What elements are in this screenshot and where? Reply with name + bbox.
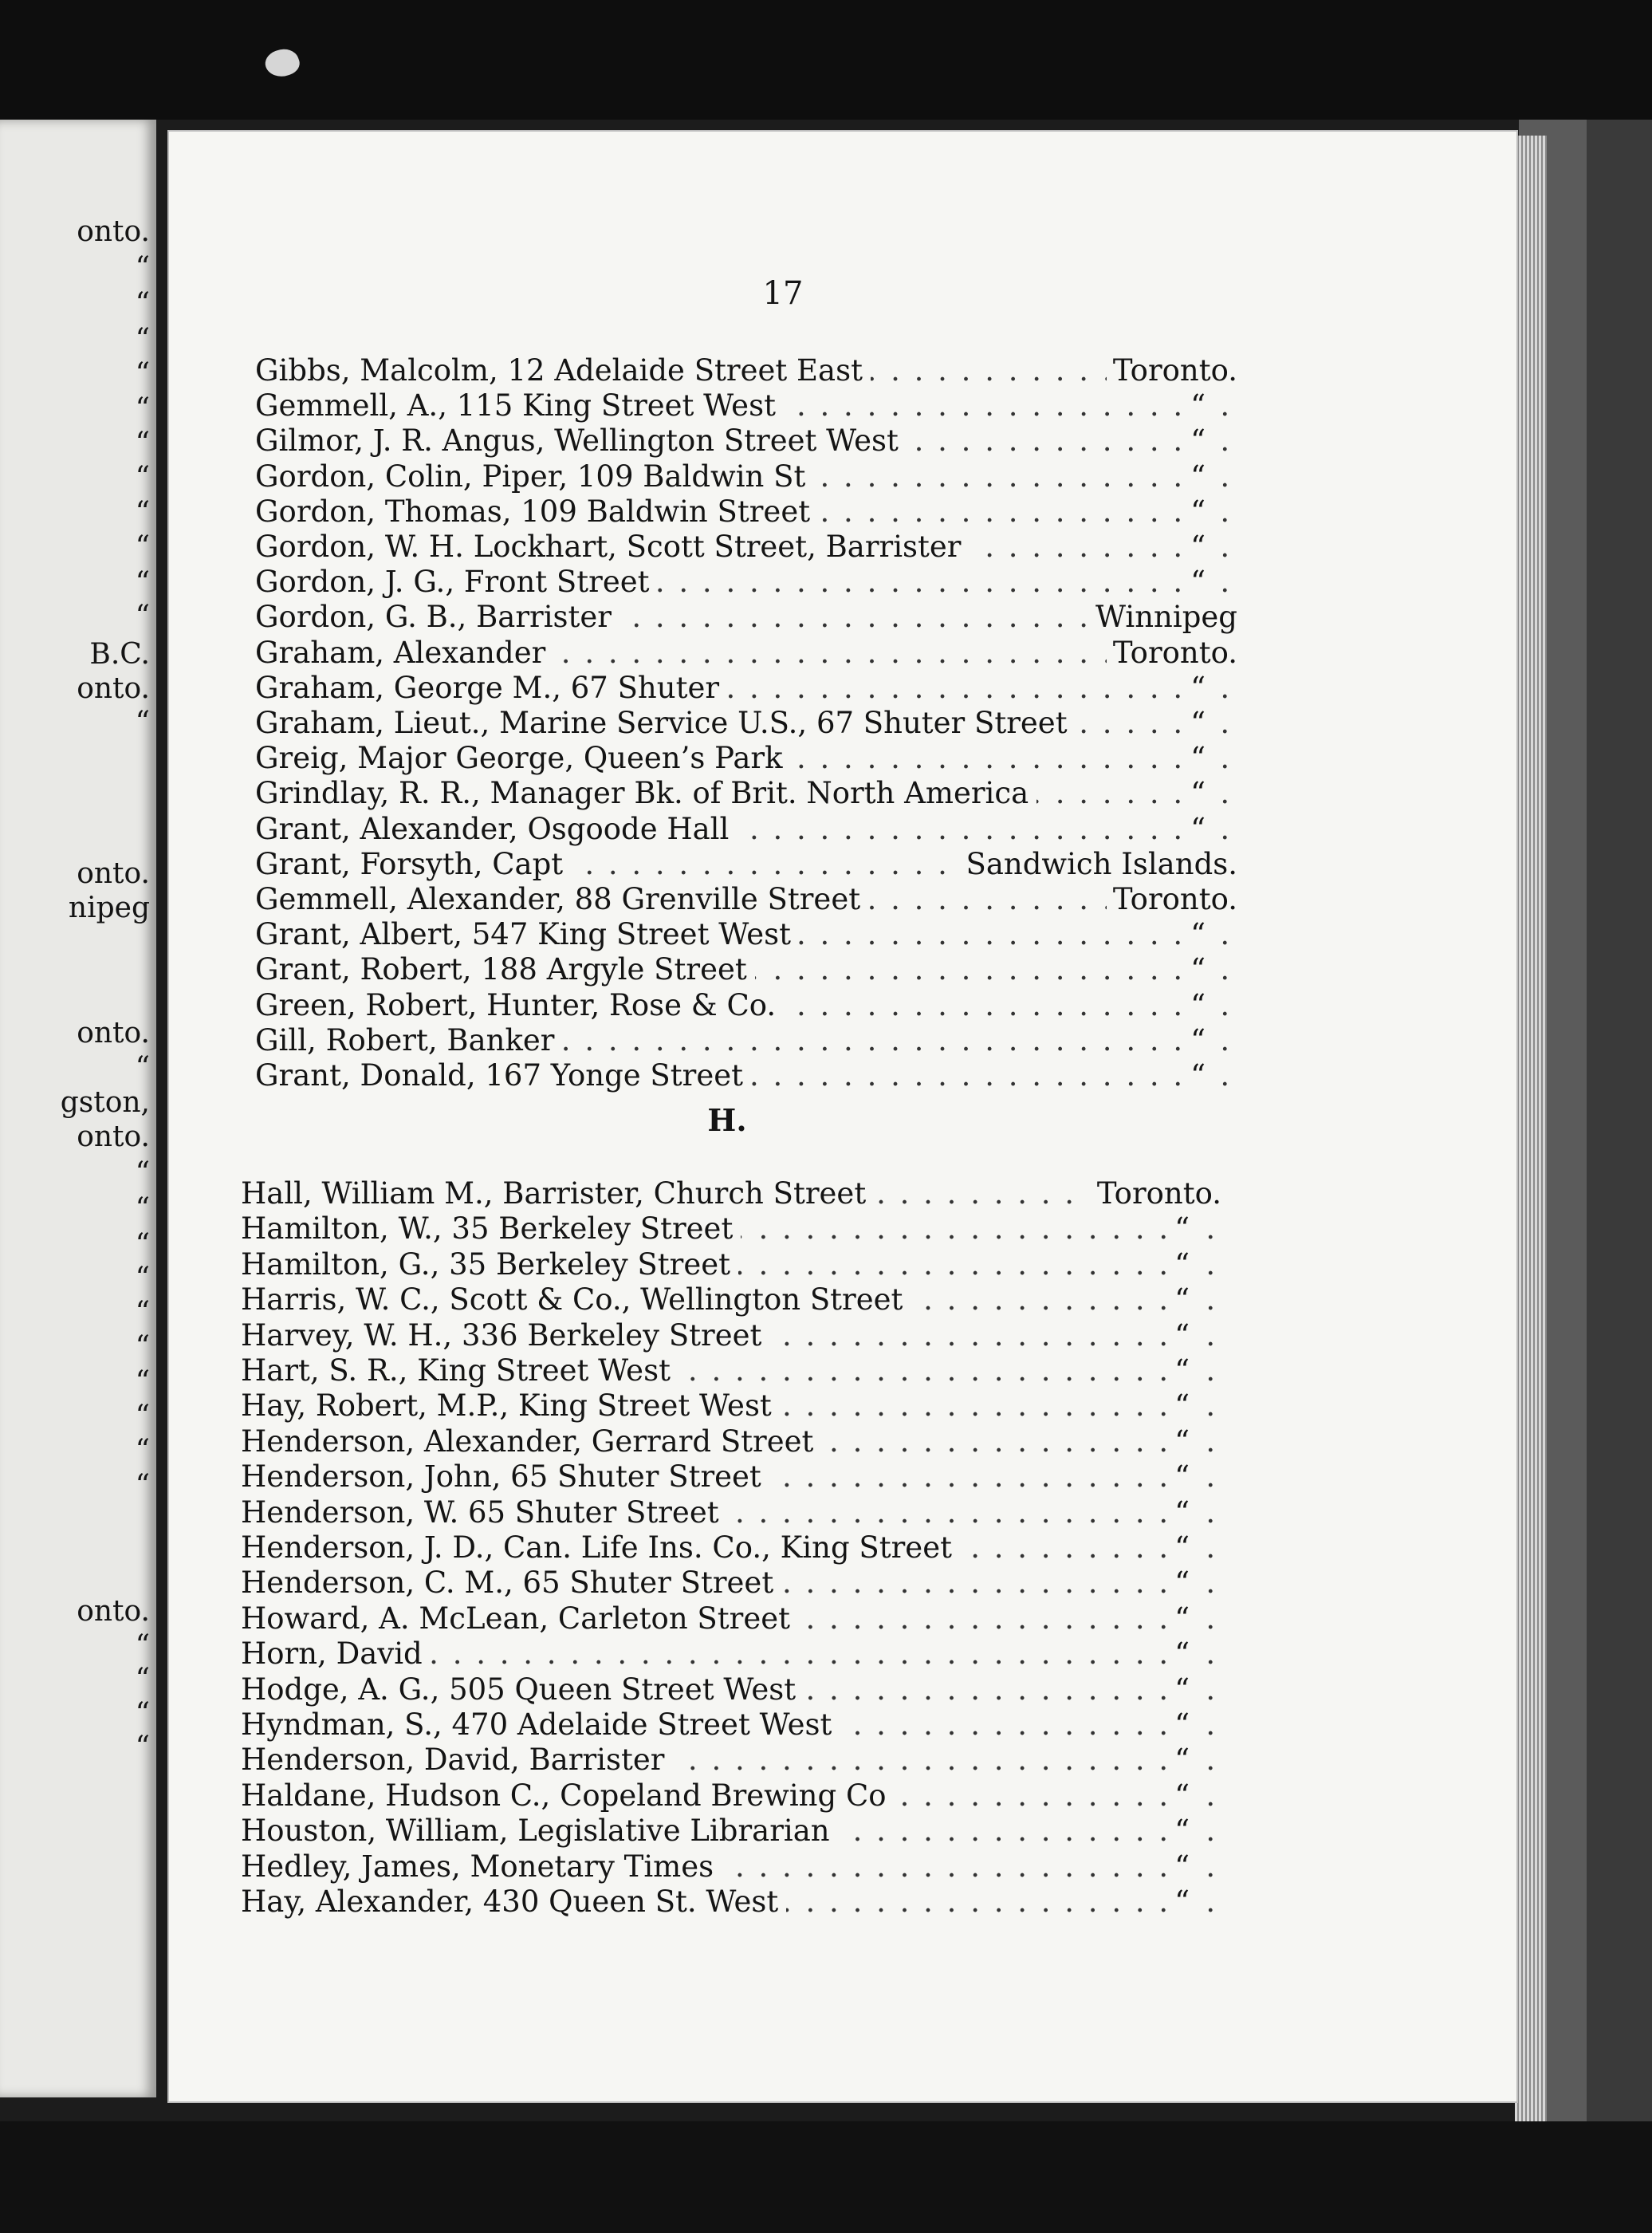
entry-name: Henderson, C. M., 65 Shuter Street <box>241 1565 781 1601</box>
facing-page-text: “ <box>135 1731 150 1763</box>
entry-place: “ <box>1168 1353 1190 1388</box>
entry-name: Henderson, John, 65 Shuter Street <box>241 1459 769 1495</box>
facing-page-text: onto. <box>77 857 150 890</box>
entry-place: Toronto. <box>1107 353 1237 388</box>
directory-entry <box>241 1388 1221 1424</box>
entry-name: Grant, Donald, 167 Yonge Street <box>255 1058 751 1093</box>
facing-page-text: “ <box>135 496 150 529</box>
entry-name: Henderson, J. D., Can. Life Ins. Co., King Street <box>241 1530 960 1565</box>
entry-place: “ <box>1184 706 1206 741</box>
entry-name: Gilmor, J. R. Angus, Wellington Street West <box>255 423 907 459</box>
directory-entry <box>255 565 1237 600</box>
entry-place: “ <box>1184 988 1206 1023</box>
entry-place: “ <box>1184 741 1206 776</box>
entry-name: Hall, William M., Barrister, Church Street <box>241 1176 874 1211</box>
directory-entry <box>241 1211 1221 1246</box>
entry-place: “ <box>1184 388 1206 423</box>
directory-entry <box>241 1884 1221 1920</box>
facing-page-text: gston, <box>60 1086 150 1119</box>
entry-place: “ <box>1168 1814 1190 1849</box>
directory-entry <box>241 1743 1221 1778</box>
entry-name: Gemmell, A., 115 King Street West <box>255 388 784 423</box>
directory-entry <box>241 1778 1221 1814</box>
entry-name: Houston, William, Legislative Librarian <box>241 1814 838 1849</box>
facing-page-text: “ <box>135 1400 150 1432</box>
directory-entry <box>255 741 1237 776</box>
facing-page-text: “ <box>135 1296 150 1329</box>
entry-place: “ <box>1168 1424 1190 1459</box>
directory-entry <box>241 1530 1221 1565</box>
entry-place: “ <box>1184 952 1206 987</box>
entry-name: Gordon, J. G., Front Street <box>255 565 658 600</box>
binding-edge-outer <box>1587 120 1652 2233</box>
entry-name: Gibbs, Malcolm, 12 Adelaide Street East <box>255 353 871 388</box>
directory-page <box>169 132 1516 2101</box>
facing-page-text: “ <box>135 1228 150 1261</box>
entry-place: “ <box>1168 1282 1190 1317</box>
facing-page-text: B.C. <box>89 638 150 671</box>
section-heading-h: H. <box>707 1102 747 1138</box>
entry-name: Hyndman, S., 470 Adelaide Street West <box>241 1707 840 1743</box>
directory-entry <box>255 1058 1237 1093</box>
entry-place: “ <box>1184 1058 1206 1093</box>
facing-page-text: “ <box>135 1156 150 1189</box>
facing-page-text: “ <box>135 1262 150 1294</box>
bottom-dark-border <box>0 2121 1652 2233</box>
entry-name: Gordon, G. B., Barrister <box>255 600 620 635</box>
directory-entry <box>241 1176 1221 1211</box>
directory-entry <box>241 1565 1221 1601</box>
facing-page-text: onto. <box>77 215 150 248</box>
directory-entry <box>241 1814 1221 1849</box>
entry-place: “ <box>1184 671 1206 706</box>
facing-page-text: “ <box>135 1330 150 1363</box>
entry-name: Graham, Alexander <box>255 636 553 671</box>
entry-place: Toronto. <box>1091 1176 1221 1211</box>
entry-place: “ <box>1168 1247 1190 1282</box>
entry-name: Graham, Lieut., Marine Service U.S., 67 Shuter Street <box>255 706 1076 741</box>
entry-place: “ <box>1168 1530 1190 1565</box>
entry-place: “ <box>1168 1707 1190 1743</box>
entry-place: “ <box>1168 1636 1190 1672</box>
entry-place: “ <box>1184 459 1206 494</box>
entry-place: “ <box>1168 1318 1190 1353</box>
entry-place: “ <box>1184 565 1206 600</box>
directory-entry <box>241 1849 1221 1884</box>
entry-name: Gordon, Colin, Piper, 109 Baldwin St <box>255 459 813 494</box>
directory-entry <box>255 530 1237 565</box>
entry-place: “ <box>1184 494 1206 530</box>
entry-place: “ <box>1168 1601 1190 1636</box>
entry-name: Horn, David <box>241 1636 431 1672</box>
directory-entry <box>241 1636 1221 1672</box>
facing-page-text: “ <box>135 461 150 494</box>
directory-entry <box>255 988 1237 1023</box>
directory-entry <box>241 1282 1221 1317</box>
facing-page-text: onto. <box>77 1120 150 1153</box>
directory-entry <box>255 671 1237 706</box>
facing-page-text: “ <box>135 1697 150 1730</box>
directory-entry <box>255 600 1237 635</box>
facing-page-text: “ <box>135 1434 150 1467</box>
entry-name: Hart, S. R., King Street West <box>241 1353 678 1388</box>
directory-entry <box>241 1424 1221 1459</box>
directory-entry <box>241 1318 1221 1353</box>
entry-name: Hamilton, W., 35 Berkeley Street <box>241 1211 741 1246</box>
entry-name: Grant, Forsyth, Capt <box>255 847 571 882</box>
facing-page-text: “ <box>135 1469 150 1502</box>
entry-place: “ <box>1168 1388 1190 1424</box>
facing-page-text: “ <box>135 706 150 738</box>
top-dark-border <box>0 0 1652 120</box>
entry-name: Gill, Robert, Banker <box>255 1023 562 1058</box>
entry-name: Greig, Major George, Queen’s Park <box>255 741 791 776</box>
entry-name: Gordon, W. H. Lockhart, Scott Street, Barrister <box>255 530 970 565</box>
facing-page-text: “ <box>135 530 150 563</box>
directory-entry <box>255 917 1237 952</box>
entry-place: “ <box>1168 1778 1190 1814</box>
facing-page-text: onto. <box>77 672 150 705</box>
directory-entry <box>241 1353 1221 1388</box>
entry-name: Hamilton, G., 35 Berkeley Street <box>241 1247 738 1282</box>
entry-name: Gemmell, Alexander, 88 Grenville Street <box>255 882 868 917</box>
entry-place: Sandwich Islands. <box>960 847 1238 882</box>
directory-entry <box>255 1023 1237 1058</box>
facing-page-text: “ <box>135 251 150 284</box>
directory-entry <box>255 353 1237 388</box>
entry-place: “ <box>1168 1211 1190 1246</box>
entry-name: Harvey, W. H., 336 Berkeley Street <box>241 1318 769 1353</box>
entry-name: Graham, George M., 67 Shuter <box>255 671 727 706</box>
entry-place: “ <box>1168 1743 1190 1778</box>
entry-place: Winnipeg <box>1089 600 1237 635</box>
entry-place: “ <box>1184 530 1206 565</box>
entry-name: Hedley, James, Monetary Times <box>241 1849 722 1884</box>
facing-page-text: “ <box>135 1663 150 1695</box>
facing-page-text: “ <box>135 1192 150 1225</box>
entry-name: Grant, Robert, 188 Argyle Street <box>255 952 755 987</box>
entry-name: Hodge, A. G., 505 Queen Street West <box>241 1672 804 1707</box>
facing-page-text: “ <box>135 287 150 320</box>
directory-entry <box>255 812 1237 847</box>
directory-entry <box>255 706 1237 741</box>
facing-page-text: onto. <box>77 1017 150 1050</box>
entry-place: “ <box>1184 423 1206 459</box>
entry-place: “ <box>1184 812 1206 847</box>
entry-place: Toronto. <box>1107 636 1237 671</box>
entry-place: “ <box>1184 776 1206 811</box>
facing-page-text: “ <box>135 600 150 632</box>
facing-page-text: “ <box>135 427 150 459</box>
facing-page-text: “ <box>135 1051 150 1084</box>
directory-entry <box>255 494 1237 530</box>
entry-name: Henderson, Alexander, Gerrard Street <box>241 1424 821 1459</box>
directory-entry <box>241 1672 1221 1707</box>
entry-place: “ <box>1184 917 1206 952</box>
directory-entry <box>241 1459 1221 1495</box>
directory-entry <box>241 1601 1221 1636</box>
facing-page-text: “ <box>135 357 150 390</box>
entry-name: Haldane, Hudson C., Copeland Brewing Co <box>241 1778 895 1814</box>
facing-page-text: “ <box>135 323 150 356</box>
directory-entry <box>241 1707 1221 1743</box>
directory-entry <box>241 1247 1221 1282</box>
directory-entry <box>255 882 1237 917</box>
page-number: 17 <box>762 275 804 312</box>
entry-name: Grant, Alexander, Osgoode Hall <box>255 812 737 847</box>
entry-place: “ <box>1168 1565 1190 1601</box>
directory-entry <box>241 1495 1221 1530</box>
entry-place: “ <box>1184 1023 1206 1058</box>
entry-name: Hay, Alexander, 430 Queen St. West <box>241 1884 786 1920</box>
directory-entry <box>255 847 1237 882</box>
entry-name: Green, Robert, Hunter, Rose & Co. <box>255 988 784 1023</box>
entry-name: Hay, Robert, M.P., King Street West <box>241 1388 780 1424</box>
page-stack-edges <box>1515 136 1547 2177</box>
facing-page-text: “ <box>135 392 150 425</box>
facing-page-fragment <box>0 120 156 2097</box>
entry-name: Howard, A. McLean, Carleton Street <box>241 1601 798 1636</box>
facing-page-text: “ <box>135 1629 150 1662</box>
entry-place: “ <box>1168 1884 1190 1920</box>
entry-name: Harris, W. C., Scott & Co., Wellington Street <box>241 1282 911 1317</box>
entry-name: Henderson, W. 65 Shuter Street <box>241 1495 727 1530</box>
entry-name: Grant, Albert, 547 King Street West <box>255 917 799 952</box>
directory-entry <box>255 459 1237 494</box>
entry-name: Grindlay, R. R., Manager Bk. of Brit. North America <box>255 776 1036 811</box>
facing-page-text: “ <box>135 1365 150 1398</box>
entry-place: Toronto. <box>1107 882 1237 917</box>
entry-name: Gordon, Thomas, 109 Baldwin Street <box>255 494 818 530</box>
entry-place: “ <box>1168 1495 1190 1530</box>
directory-entry <box>255 388 1237 423</box>
entry-place: “ <box>1168 1849 1190 1884</box>
facing-page-text: onto. <box>77 1595 150 1628</box>
directory-entry <box>255 636 1237 671</box>
directory-entry <box>255 776 1237 811</box>
facing-page-text: “ <box>135 566 150 599</box>
directory-entry <box>255 952 1237 987</box>
entry-place: “ <box>1168 1672 1190 1707</box>
entry-name: Henderson, David, Barrister <box>241 1743 672 1778</box>
entry-place: “ <box>1168 1459 1190 1495</box>
facing-page-text: nipeg <box>68 892 150 924</box>
directory-entry <box>255 423 1237 459</box>
